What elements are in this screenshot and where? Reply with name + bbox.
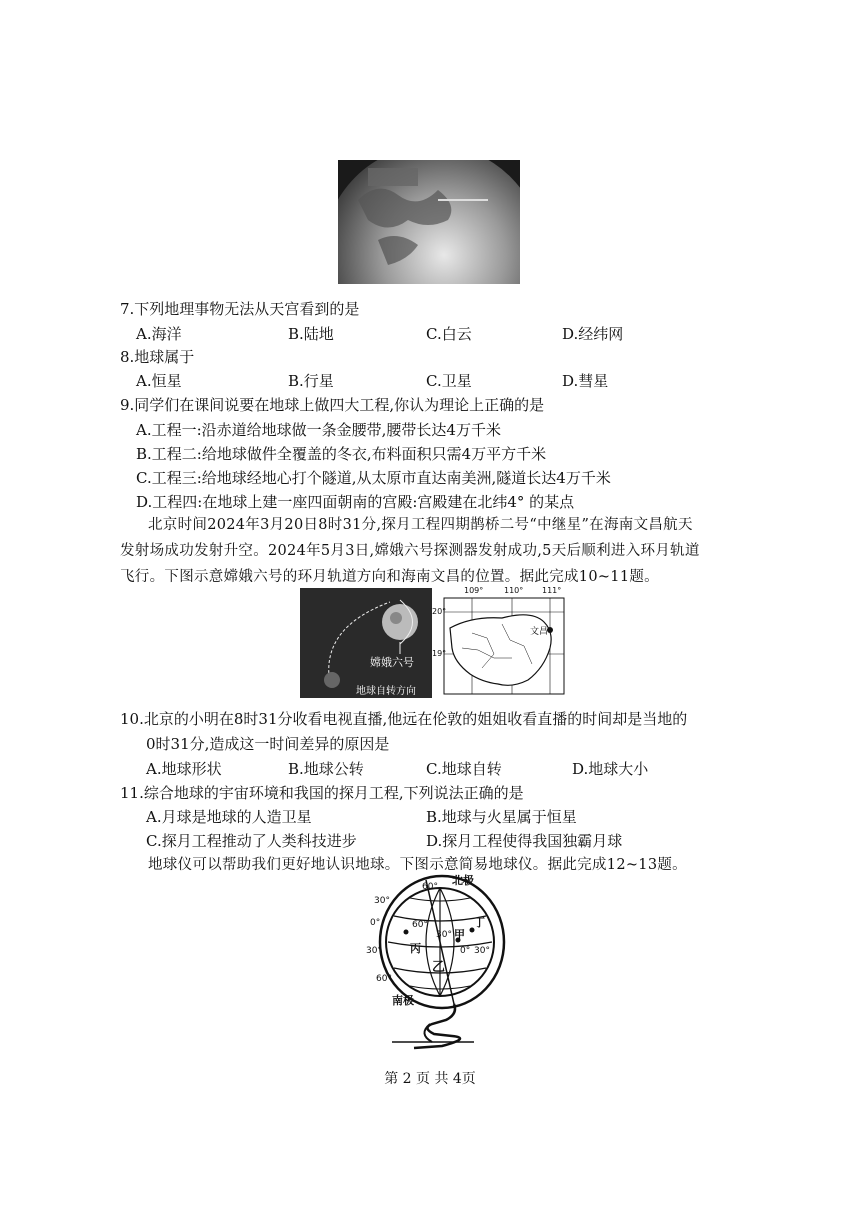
passage-line-1: 北京时间2024年3月20日8时31分,探月工程四期鹊桥二号“中继星”在海南文昌航天	[148, 517, 693, 533]
earth-photo	[338, 160, 520, 284]
q10-option-b: B.地球公转	[288, 760, 364, 778]
change6-label: 嫦娥六号	[370, 656, 414, 669]
q7-option-d: D.经纬网	[562, 325, 624, 343]
passage-line-3: 飞行。下图示意嫦娥六号的环月轨道方向和海南文昌的位置。据此完成10~11题。	[120, 569, 659, 585]
q8-option-a: A.恒星	[136, 372, 182, 390]
q9-option-b: B.工程二:给地球做件全覆盖的冬衣,布料面积只需4万平方千米	[136, 445, 547, 463]
wenchang-label: 文昌	[530, 627, 549, 637]
moon-orbit-figure	[300, 588, 432, 698]
north-pole-label: 北极	[452, 874, 474, 887]
q9-option-c: C.工程三:给地球经地心打个隧道,从太原市直达南美洲,隧道长达4万千米	[136, 469, 611, 487]
globe-figure	[362, 874, 512, 1052]
q8-option-c: C.卫星	[426, 372, 472, 390]
lat-30n-label: 30°	[374, 896, 390, 906]
q11-option-b: B.地球与火星属于恒星	[426, 808, 577, 826]
right-30-label: 30°	[474, 946, 490, 956]
lon-0-label: 0°	[460, 946, 471, 956]
passage-line-2: 发射场成功发射升空。2024年5月3日,嫦娥六号探测器发射成功,5天后顺利进入环月轨道	[120, 543, 700, 559]
q7-option-c: C.白云	[426, 325, 472, 343]
q10-option-d: D.地球大小	[572, 760, 649, 778]
q9-option-a: A.工程一:沿赤道给地球做一条金腰带,腰带长达4万千米	[136, 421, 501, 439]
south-pole-label: 南极	[392, 994, 414, 1007]
page-footer: 第 2 页 共 4页	[384, 1071, 476, 1087]
lon-111-label: 111°	[542, 586, 562, 595]
lat-0-label: 0°	[370, 918, 381, 928]
question-9-stem: 9.同学们在课间说要在地球上做四大工程,你认为理论上正确的是	[120, 396, 545, 414]
question-10-stem-line2: 0时31分,造成这一时间差异的原因是	[146, 735, 390, 753]
question-10-stem-line1: 10.北京的小明在8时31分收看电视直播,他远在伦敦的姐姐收看直播的时间却是当地的	[120, 710, 688, 728]
lat-30s-label: 30°	[366, 946, 382, 956]
hainan-map-figure	[432, 588, 568, 698]
q11-option-a: A.月球是地球的人造卫星	[146, 808, 312, 826]
question-8-stem: 8.地球属于	[120, 348, 195, 366]
lat-60n-label: 60°	[422, 882, 438, 892]
q10-option-a: A.地球形状	[146, 760, 222, 778]
lat-60s-label: 60°	[376, 974, 392, 984]
point-bing-label: 丙	[410, 942, 421, 955]
lat-20-label: 20°	[432, 607, 447, 616]
q11-option-c: C.探月工程推动了人类科技进步	[146, 832, 357, 850]
lat-19-label: 19°	[432, 649, 447, 658]
q8-option-d: D.彗星	[562, 372, 609, 390]
lon-109-label: 109°	[464, 586, 484, 595]
q10-option-c: C.地球自转	[426, 760, 502, 778]
lon-60-label: 60°	[412, 920, 428, 930]
point-ding-label: 丁	[474, 916, 485, 929]
passage-10-11	[120, 512, 740, 590]
question-11-stem: 11.综合地球的宇宙环境和我国的探月工程,下列说法正确的是	[120, 784, 524, 802]
earth-rotation-label: 地球自转方向	[356, 686, 416, 697]
point-yi-label: 乙	[432, 960, 446, 975]
lon-110-label: 110°	[504, 586, 524, 595]
q8-option-b: B.行星	[288, 372, 334, 390]
question-7-stem: 7.下列地理事物无法从天宫看到的是	[120, 300, 360, 318]
lon-30-label: 30°	[436, 930, 452, 940]
passage-12-13: 地球仪可以帮助我们更好地认识地球。下图示意简易地球仪。据此完成12~13题。	[148, 857, 687, 873]
q7-option-a: A.海洋	[136, 325, 182, 343]
point-jia-label: 甲	[454, 928, 465, 941]
q7-option-b: B.陆地	[288, 325, 334, 343]
q11-option-d: D.探月工程使得我国独霸月球	[426, 832, 623, 850]
q9-option-d: D.工程四:在地球上建一座四面朝南的宫殿:宫殿建在北纬4° 的某点	[136, 493, 575, 511]
